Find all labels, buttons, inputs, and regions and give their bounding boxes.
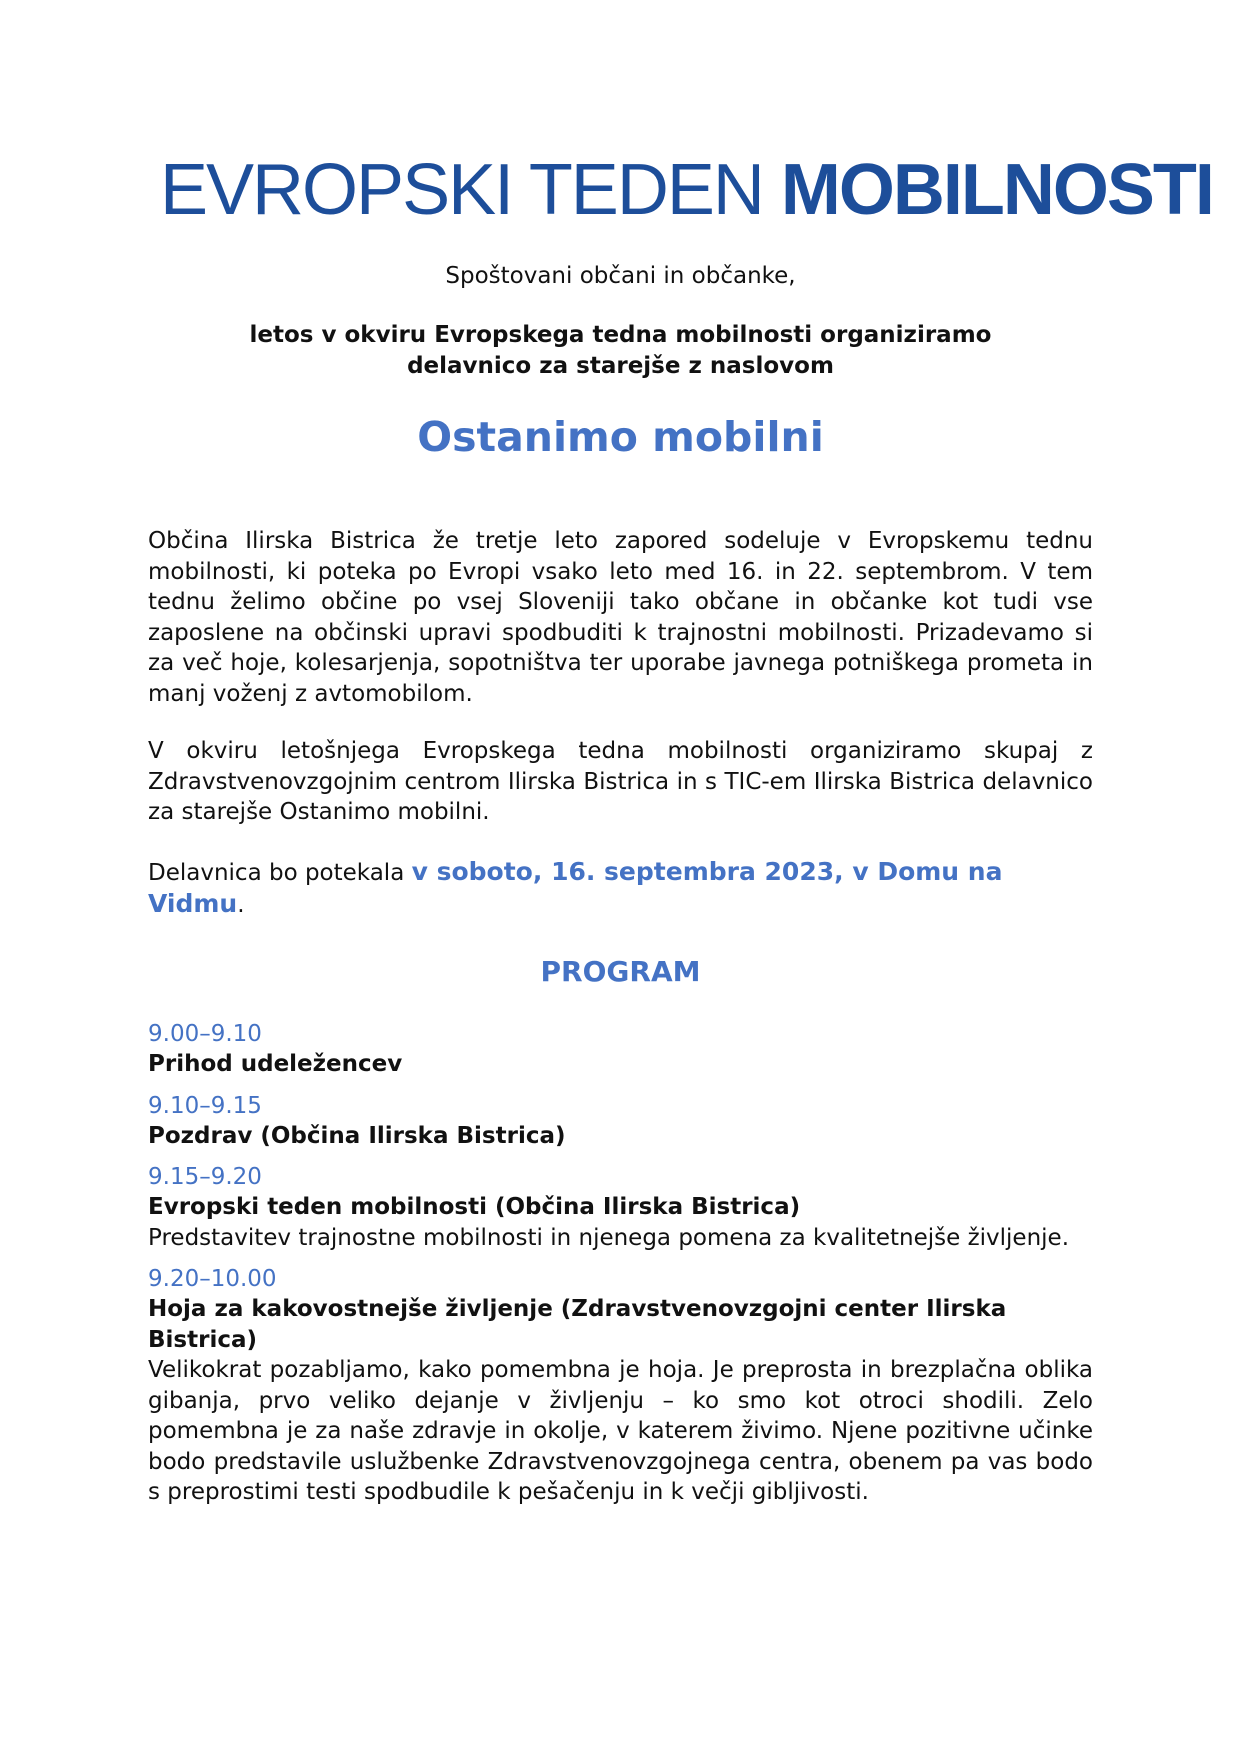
- program-title: Prihod udeležencev: [148, 1051, 403, 1077]
- program-heading: PROGRAM: [540, 955, 701, 988]
- program-title: Hoja za kakovostnejše življenje (Zdravstvenovzgojni center Ilirska Bistrica): [148, 1296, 1007, 1353]
- program-time: 9.00–9.10: [148, 1021, 262, 1047]
- date-prefix: Delavnica bo potekala: [148, 860, 412, 886]
- banner-bold-text: MOBILNOSTI: [780, 150, 1213, 230]
- program-time: 9.10–9.15: [148, 1092, 262, 1119]
- program-item: [148, 1019, 1093, 1080]
- event-banner: [160, 150, 1213, 230]
- intro-line-2: delavnico za starejše z naslovom: [407, 353, 834, 379]
- workshop-title: Ostanimo mobilni: [417, 413, 824, 461]
- program-item: [148, 1091, 1093, 1152]
- paragraph-intro: Občina Ilirska Bistrica že tretje leto zapored sodeluje v Evropskemu tednu mobilnosti, ki poteka po Evropi vsako leto med 16. in 22. septembrom. V tem tednu želimo občine po vsej Sloveniji tako občane in občanke kot tudi vse zaposlene na občinski upravi spodbuditi k trajnostni mobilnosti. Prizadevamo si za več hoje, kolesarjenja, sopotništva ter uporabe javnega potniškega prometa in manj voženj z avtomobilom.: [148, 528, 1093, 707]
- program-time: 9.15–9.20: [148, 1164, 262, 1190]
- paragraph-date: [148, 857, 1093, 920]
- date-suffix: .: [237, 891, 245, 918]
- date-highlight: v soboto, 16. septembra 2023, v Domu na Vidmu: [148, 857, 1003, 918]
- intro-text: [148, 320, 1093, 382]
- program-description: Velikokrat pozabljamo, kako pomembna je hoja. Je preprosta in brezplačna oblika gibanja, prvo veliko dejanje v življenju – ko smo kot otroci shodili. Zelo pomembna je za naše zdravje in okolje, v katerem živimo. Njene pozitivne učinke bodo predstavile uslužbenke Zdravstvenovzgojnega centra, obenem pa vas bodo s preprostimi testi spodbudile k pešačenju in k večji gibljivosti.: [148, 1357, 1093, 1505]
- greeting: Spoštovani občani in občanke,: [445, 263, 796, 289]
- program-item: [148, 1162, 1093, 1253]
- program-description: Predstavitev trajnostne mobilnosti in njenega pomena za kvalitetnejše življenje.: [148, 1224, 1070, 1251]
- program-list: [148, 1019, 1093, 1519]
- program-time: 9.20–10.00: [148, 1266, 277, 1292]
- program-title: Pozdrav (Občina Ilirska Bistrica): [148, 1122, 566, 1149]
- paragraph-organizers: V okviru letošnjega Evropskega tedna mobilnosti organiziramo skupaj z Zdravstvenovzgojnim centrom Ilirska Bistrica in s TIC-em Ilirska Bistrica delavnico za starejše Ostanimo mobilni.: [148, 738, 1093, 825]
- intro-line-1: letos v okviru Evropskega tedna mobilnosti organiziramo: [249, 322, 992, 348]
- banner-light-text: EVROPSKI TEDEN: [160, 150, 781, 230]
- program-item: [148, 1264, 1093, 1508]
- program-title: Evropski teden mobilnosti (Občina Ilirska Bistrica): [148, 1194, 801, 1220]
